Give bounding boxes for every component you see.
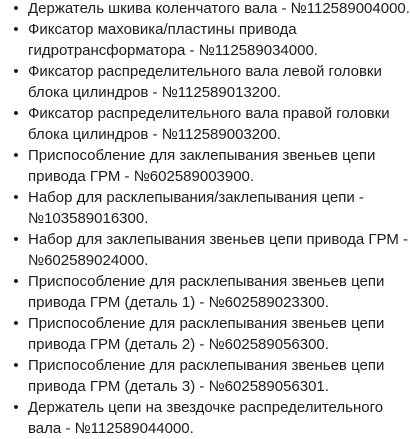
list-item-line: блока цилиндров - №112589003200.: [28, 126, 281, 143]
list-item-line: Фиксатор распределительного вала левой головки: [28, 63, 382, 80]
list-item-line: Приспособление для расклепывания звеньев цепи: [28, 273, 385, 290]
bullet-icon: •: [13, 231, 19, 248]
bullet-icon: •: [13, 0, 19, 17]
list-item: [13, 103, 410, 145]
list-item-line: №602589024000.: [28, 252, 149, 269]
list-item: [13, 19, 410, 61]
list-item-line: привода ГРМ (деталь 2) - №602589056300.: [28, 336, 329, 353]
list-item: [13, 313, 410, 355]
list-item: [13, 271, 410, 313]
list-item-line: Набор для заклепывания звеньев цепи привода ГРМ -: [28, 231, 409, 248]
bullet-icon: •: [13, 189, 19, 206]
list-item-line: Фиксатор маховика/пластины привода: [28, 21, 297, 38]
list-item: [13, 0, 410, 19]
list-item: [13, 397, 410, 439]
bullet-icon: •: [13, 273, 19, 290]
list-item-line: Держатель цепи на звездочке распределительного: [28, 399, 384, 416]
list-item-line: гидротрансформатора - №112589034000.: [28, 42, 318, 59]
list-item-line: Держатель шкива коленчатого вала - №112589004000.: [28, 0, 410, 17]
list-item-line: привода ГРМ (деталь 3) - №602589056301.: [28, 378, 329, 395]
list-item: [13, 355, 410, 397]
list-item-line: Приспособление для заклепывания звеньев цепи: [28, 147, 376, 164]
list-item-line: Приспособление для расклепывания звеньев цепи: [28, 315, 385, 332]
list-item-line: привода ГРМ - №602589003900.: [28, 168, 255, 185]
list-item: [13, 229, 410, 271]
list-item-line: вала - №112589044000.: [28, 420, 194, 437]
list-item-line: №103589016300.: [28, 210, 149, 227]
list-item-line: Приспособление для расклепывания звеньев цепи: [28, 357, 385, 374]
list-item-line: Фиксатор распределительного вала правой головки: [28, 105, 390, 122]
list-item: [13, 61, 410, 103]
bullet-icon: •: [13, 21, 19, 38]
bullet-icon: •: [13, 399, 19, 416]
bullet-icon: •: [13, 63, 19, 80]
bullet-icon: •: [13, 147, 19, 164]
list-item-line: привода ГРМ (деталь 1) - №602589023300.: [28, 294, 329, 311]
list-item-line: блока цилиндров - №112589013200.: [28, 84, 281, 101]
list-item: [13, 187, 410, 229]
list-item-line: Набор для расклепывания/заклепывания цепи -: [28, 189, 364, 206]
bullet-icon: •: [13, 105, 19, 122]
bullet-icon: •: [13, 357, 19, 374]
list-item: [13, 145, 410, 187]
bullet-icon: •: [13, 315, 19, 332]
